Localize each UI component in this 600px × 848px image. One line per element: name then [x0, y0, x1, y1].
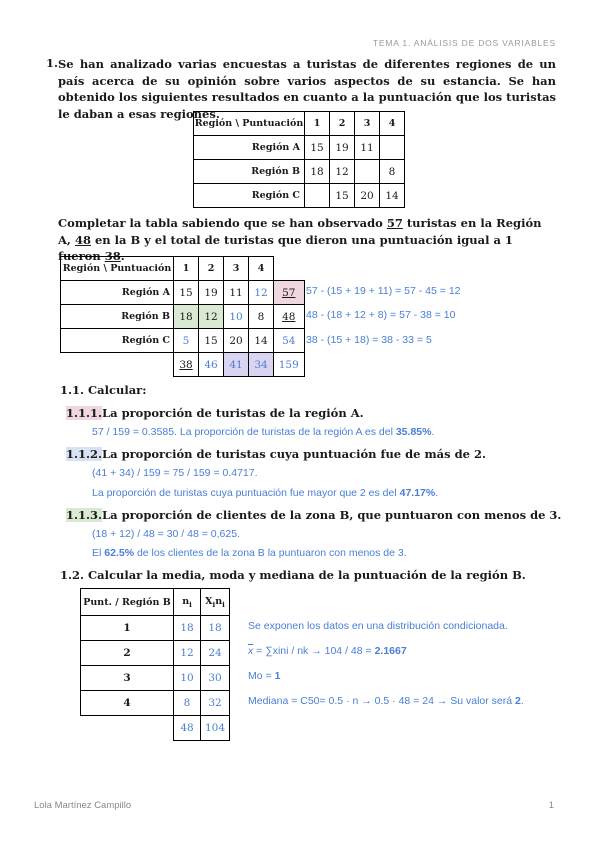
note-mean: $\overline{x}$ = ∑xini / nk → 104 / 48 = 2.1667	[248, 645, 407, 657]
col-header: 4	[380, 112, 405, 136]
col-header: $X_in_i$	[201, 589, 230, 616]
row-total: 57	[274, 281, 305, 305]
section-1-1-title: 1.1. Calcular:	[60, 383, 147, 397]
table-cell	[380, 136, 405, 160]
table-cell: 18	[174, 305, 199, 329]
row-label: Región A	[194, 136, 305, 160]
table-cell: 20	[355, 184, 380, 208]
item-1-1-1: 1.1.1.La proporción de turistas de la región A.	[66, 406, 364, 420]
total-cell: 104	[201, 716, 230, 741]
question-text: Se han analizado varias encuestas a turistas de diferentes regiones de un país acerca de su opinión sobre varios aspectos de su estancia. Se han obtenido los siguientes resultados en cuanto a la puntuación que los turistas le daban a esas regiones.	[58, 57, 556, 121]
row-total: 48	[274, 305, 305, 329]
table-cell: 30	[201, 666, 230, 691]
answer-1-1-3-line2: El 62.5% de los clientes de la zona B la puntuaron con menos de 3.	[92, 547, 407, 559]
answer-1-1-1: 57 / 159 = 0.3585. La proporción de turistas de la región A es del 35.85%.	[92, 426, 435, 438]
row-total: 54	[274, 329, 305, 353]
note-mode: Mo = 1	[248, 670, 281, 682]
data-table-completed	[60, 256, 305, 377]
table-cell	[305, 184, 330, 208]
table-cell: 10	[174, 666, 201, 691]
col-header: 3	[224, 257, 249, 281]
table-cell: 19	[199, 281, 224, 305]
col-header: $n_i$	[174, 589, 201, 616]
total-cell: 48	[174, 716, 201, 741]
item-1-1-3: 1.1.3.La proporción de clientes de la zona B, que puntuaron con menos de 3.	[66, 508, 562, 522]
table-cell: 1	[81, 616, 174, 641]
col-total: 38	[174, 353, 199, 377]
table-cell: 11	[355, 136, 380, 160]
table-cell: 15	[330, 184, 355, 208]
table-cell: 11	[224, 281, 249, 305]
row-label: Región A	[61, 281, 174, 305]
row-label: Región C	[61, 329, 174, 353]
row-label: Región B	[194, 160, 305, 184]
table-cell: 32	[201, 691, 230, 716]
col-header: 1	[174, 257, 199, 281]
table-corner: Región \ Puntuación	[194, 112, 305, 136]
table-cell: 8	[380, 160, 405, 184]
table-cell: 15	[174, 281, 199, 305]
table-cell-computed: 12	[249, 281, 274, 305]
col-total: 46	[199, 353, 224, 377]
page-number: 1	[548, 800, 554, 811]
table-cell: 12	[330, 160, 355, 184]
table-cell: 8	[174, 691, 201, 716]
col-header: 2	[199, 257, 224, 281]
table-cell: 12	[199, 305, 224, 329]
answer-1-1-2-line1: (41 + 34) / 159 = 75 / 159 = 0.4717.	[92, 467, 258, 479]
table-cell-computed: 10	[224, 305, 249, 329]
table-cell: 20	[224, 329, 249, 353]
note-distribution: Se exponen los datos en una distribución condicionada.	[248, 620, 508, 632]
col-total: 34	[249, 353, 274, 377]
answer-1-1-3-line1: (18 + 12) / 48 = 30 / 48 = 0,625.	[92, 528, 240, 540]
data-table-initial	[193, 111, 405, 208]
table-cell: 15	[199, 329, 224, 353]
answer-1-1-2-line2: La proporción de turistas cuya puntuación fue mayor que 2 es del 47.17%.	[92, 487, 439, 499]
col-header: 4	[249, 257, 274, 281]
row-label: Región B	[61, 305, 174, 329]
table-cell: 8	[249, 305, 274, 329]
row-label: Región C	[194, 184, 305, 208]
table-cell: 2	[81, 641, 174, 666]
table-cell: 18	[305, 160, 330, 184]
question-number: 1.	[46, 56, 59, 70]
col-header: 1	[305, 112, 330, 136]
col-header: 2	[330, 112, 355, 136]
note-median: Mediana = C50= 0.5 · n → 0.5 · 48 = 24 → Su valor será 2.	[248, 695, 524, 707]
section-1-2-title: 1.2. Calcular la media, moda y mediana de la puntuación de la región B.	[60, 568, 526, 582]
note-row-c: 38 - (15 + 18) = 38 - 33 = 5	[306, 334, 432, 346]
col-header: 3	[355, 112, 380, 136]
table-cell-computed: 5	[174, 329, 199, 353]
page-header: TEMA 1. ANÁLISIS DE DOS VARIABLES	[372, 38, 556, 48]
note-row-a: 57 - (15 + 19 + 11) = 57 - 45 = 12	[306, 285, 461, 297]
footer-author: Lola Martínez Campillo	[34, 800, 132, 811]
complete-instruction: Completar la tabla sabiendo que se han observado 57 turistas en la Región A, 48 en la B y el total de turistas que dieron una puntuación igual a 1 fueron 38.	[58, 216, 542, 263]
table-cell: 24	[201, 641, 230, 666]
table-cell	[355, 160, 380, 184]
note-row-b: 48 - (18 + 12 + 8) = 57 - 38 = 10	[306, 309, 456, 321]
table-corner: Región \ Puntuación	[61, 257, 174, 281]
grand-total: 159	[274, 353, 305, 377]
table-cell: 19	[330, 136, 355, 160]
table-cell: 12	[174, 641, 201, 666]
table-cell: 18	[174, 616, 201, 641]
region-b-table	[80, 588, 230, 741]
table-cell: 18	[201, 616, 230, 641]
col-total: 41	[224, 353, 249, 377]
table-cell: 14	[249, 329, 274, 353]
table-cell: 14	[380, 184, 405, 208]
table-cell: 15	[305, 136, 330, 160]
col-header: Punt. / Región B	[81, 589, 174, 616]
item-1-1-2: 1.1.2.La proporción de turistas cuya puntuación fue de más de 2.	[66, 447, 486, 461]
table-cell: 3	[81, 666, 174, 691]
table-cell: 4	[81, 691, 174, 716]
